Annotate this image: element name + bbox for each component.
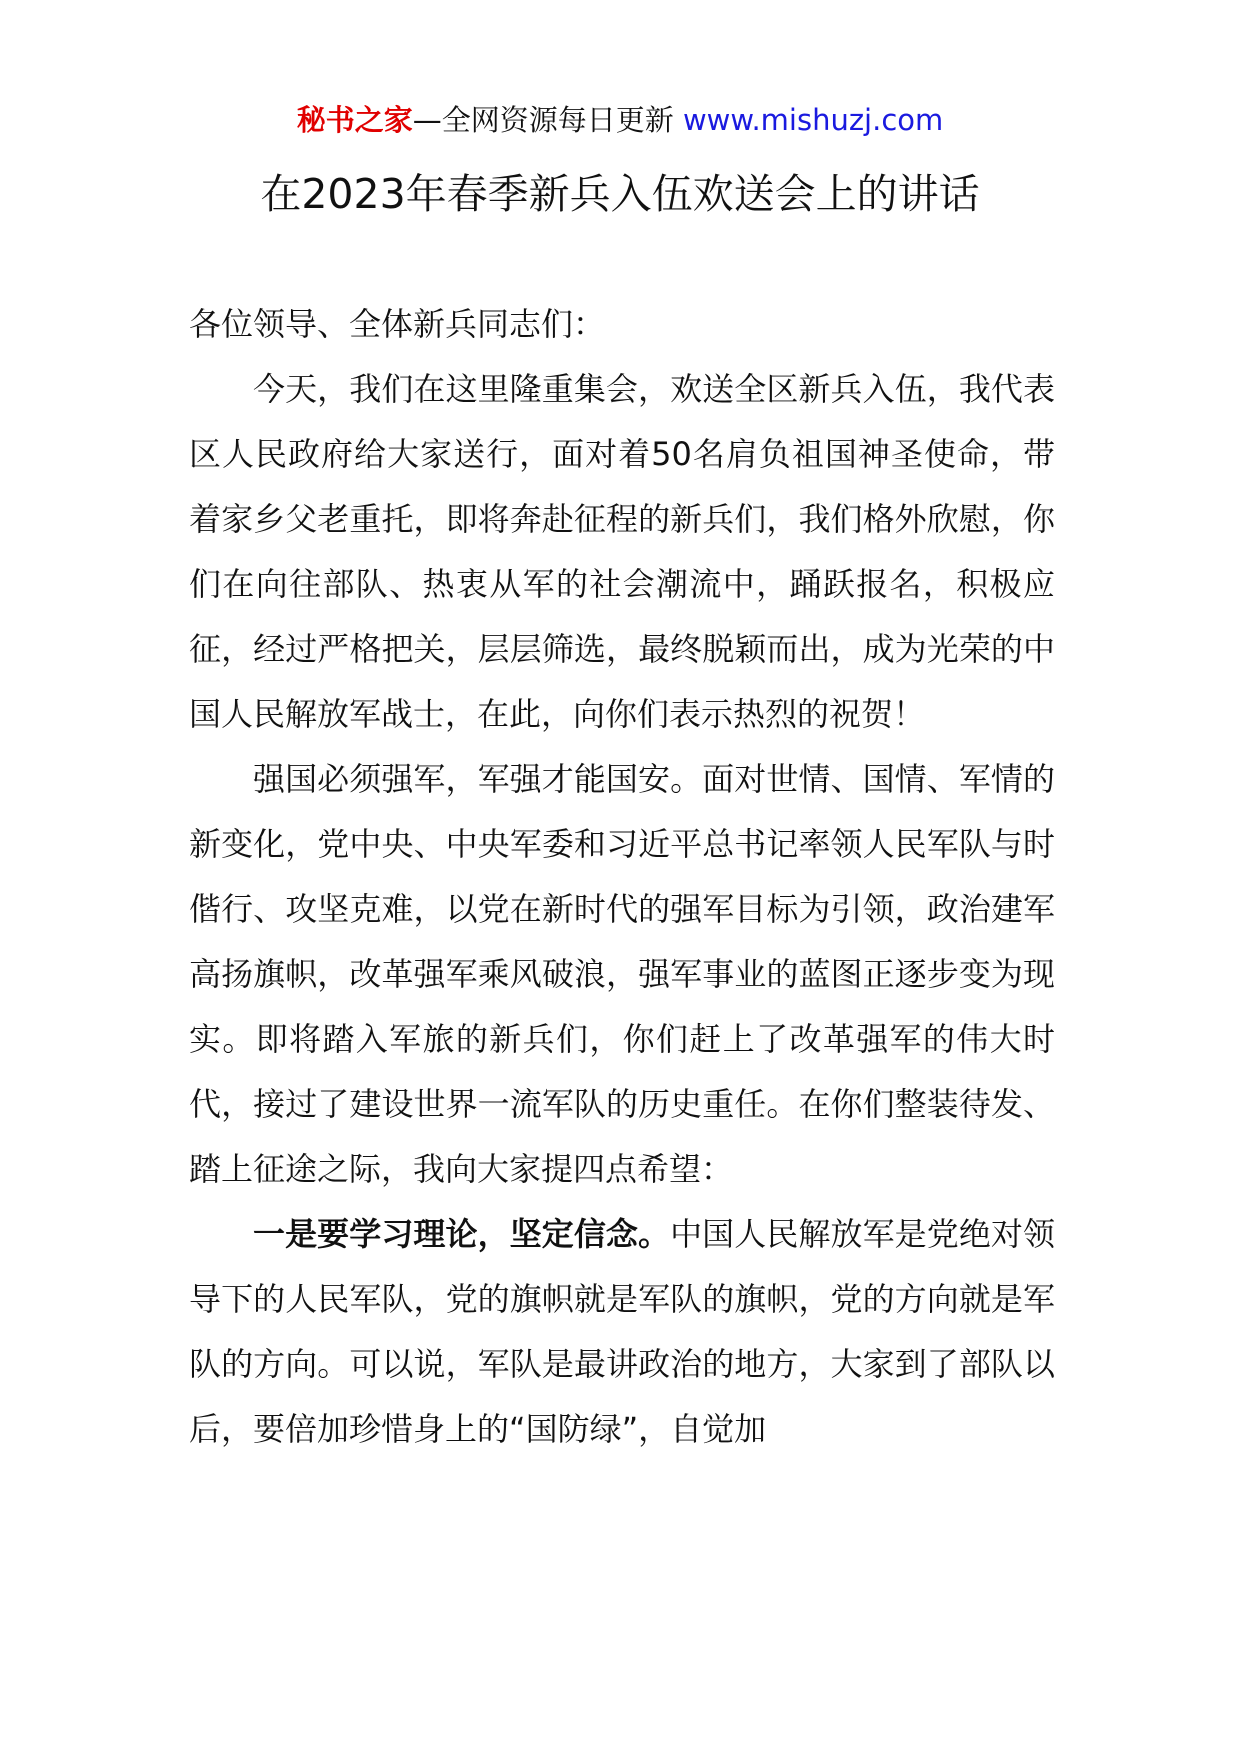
salutation: 各位领导、全体新兵同志们： [189, 305, 606, 343]
header-tagline: —全网资源每日更新 [412, 103, 674, 137]
site-url[interactable]: www.mishuzj.com [682, 103, 944, 137]
paragraph: 今天，我们在这里隆重集会，欢送全区新兵入伍，我代表区人民政府给大家送行，面对着50名肩负祖国神圣使命，带着家乡父老重托，即将奔赴征程的新兵们，我们格外欣慰，你们在向往部队、热衷从军的社会潮流中，踊跃报名，积极应征，经过严格把关，层层筛选，最终脱颖而出，成为光荣的中国人民解放军战士，在此，向你们表示热烈的祝贺！ [189, 370, 1055, 733]
paragraph-lead: 一是要学习理论，坚定信念。 [253, 1215, 671, 1253]
document-title: 在2023年春季新兵入伍欢送会上的讲话 [260, 170, 980, 218]
brand-name: 秘书之家 [296, 103, 413, 137]
document-body [189, 292, 1055, 1462]
site-header [0, 100, 1240, 140]
paragraph [189, 1202, 1055, 1462]
paragraph-text: 中国人民解放军是党绝对领导下的人民军队，党的旗帜就是军队的旗帜，党的方向就是军队的方向。可以说，军队是最讲政治的地方，大家到了部队以后，要倍加珍惜身上的“国防绿”，自觉加 [189, 1215, 1055, 1448]
paragraph: 强国必须强军，军强才能国安。面对世情、国情、军情的新变化，党中央、中央军委和习近平总书记率领人民军队与时偕行、攻坚克难，以党在新时代的强军目标为引领，政治建军高扬旗帜，改革强军乘风破浪，强军事业的蓝图正逐步变为现实。即将踏入军旅的新兵们，你们赶上了改革强军的伟大时代，接过了建设世界一流军队的历史重任。在你们整装待发、踏上征途之际，我向大家提四点希望： [189, 760, 1055, 1188]
